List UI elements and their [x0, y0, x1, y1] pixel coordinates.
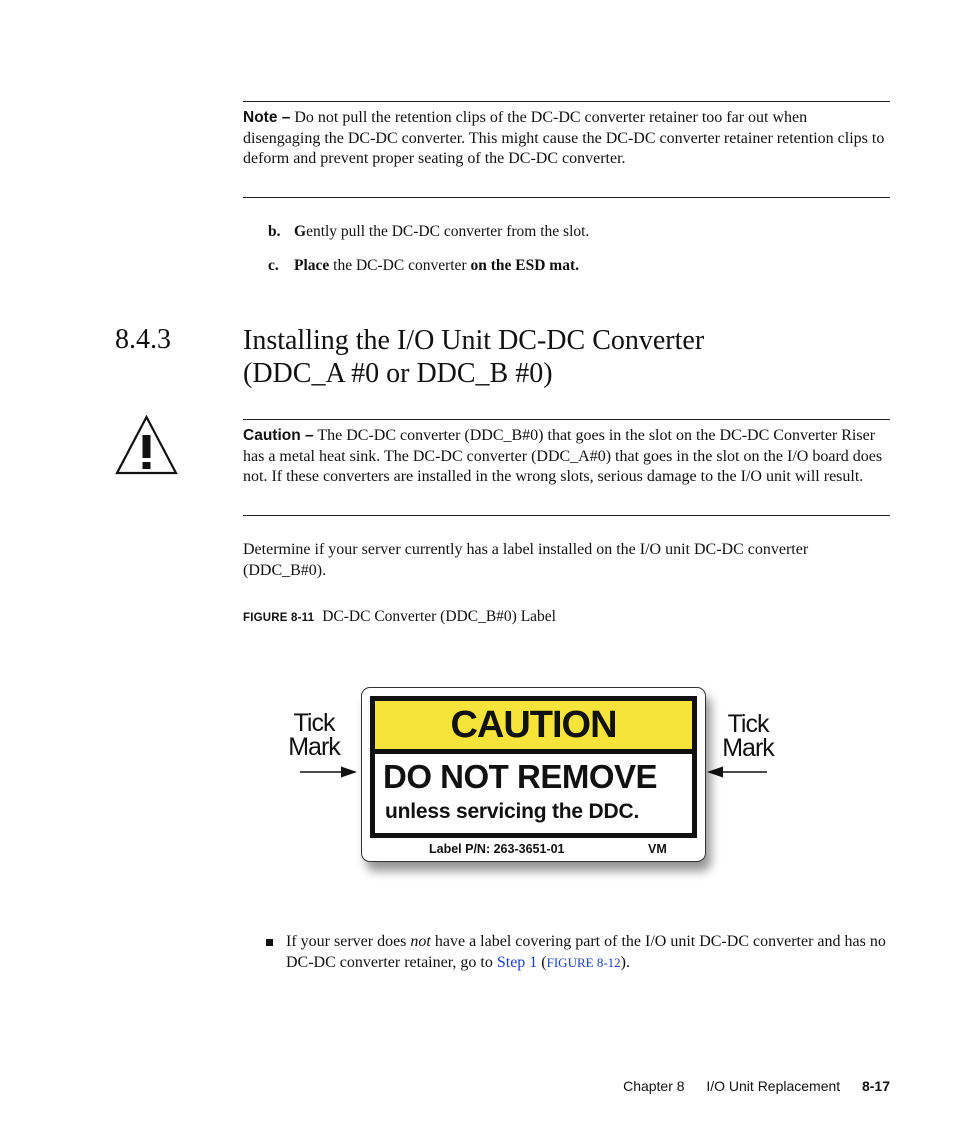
step-c-text: the DC-DC converter — [329, 257, 471, 274]
figure-ref-caps: FIGURE — [546, 954, 594, 970]
figure-8-12-link[interactable] — [547, 954, 621, 971]
tick-arrow-left — [300, 767, 357, 778]
sticker-frame — [370, 696, 697, 838]
figure-label: FIGURE 8-11 — [243, 612, 315, 624]
section-title — [243, 324, 883, 390]
caution-text: The DC-DC converter (DDC_B#0) that goes in the slot on the DC-DC Converter Riser has a metal heat sink. The DC-DC converter (DDC_A#0) that goes in the slot on the I/O board does not. If these converters are installed in the wrong slots, serious damage to the I/O unit will result. — [243, 427, 883, 485]
sticker-unless-text: unless servicing the DDC. — [385, 800, 640, 823]
tick-mark-right-label — [720, 712, 776, 760]
ddc-label-sticker — [361, 687, 706, 862]
footer-chapter: Chapter 8 — [623, 1078, 685, 1094]
tick-mark-left-label — [286, 711, 342, 759]
bullet-marker — [266, 939, 273, 946]
caution-top-rule — [243, 419, 890, 420]
step-1-link[interactable]: Step 1 — [496, 953, 538, 971]
note-top-rule — [243, 101, 890, 102]
tick-right-line2: Mark — [722, 734, 774, 762]
step-b-text: ently pull the DC-DC converter from the slot. — [306, 223, 590, 240]
sticker-caution-word: CAUTION — [450, 704, 617, 746]
sticker-caution-band — [375, 701, 692, 754]
bullet-item — [286, 932, 886, 973]
step-c — [268, 256, 888, 276]
sticker-part-number: Label P/N: 263-3651-01 — [429, 842, 565, 856]
bullet-text-before: If your server does — [286, 933, 411, 950]
section-title-line1: Installing the I/O Unit DC-DC Converter — [243, 325, 705, 356]
note-text: Do not pull the retention clips of the DC-DC converter retainer too far out when disengaging the DC-DC converter. This might cause the DC-DC converter retainer retention clips to deform and prevent proper seating of the DC-DC converter. — [243, 109, 885, 167]
step-c-bold-start: Place — [294, 257, 330, 274]
intro-paragraph: Determine if your server currently has a label installed on the I/O unit DC-DC converter (DDC_B#0). — [243, 541, 809, 579]
footer-title: I/O Unit Replacement — [706, 1078, 841, 1094]
sticker-do-not-remove: DO NOT REMOVE — [383, 758, 658, 795]
caution-block — [243, 426, 888, 488]
step-b — [268, 222, 888, 242]
step-b-bold: G — [294, 223, 307, 240]
bullet-text-after: have a label covering part of the I/O unit DC-DC converter and has no DC-DC converter retainer, go to — [286, 933, 886, 971]
bullet-italic: not — [410, 933, 431, 950]
note-block — [243, 108, 888, 170]
step-c-letter: c. — [268, 257, 279, 274]
figure-title: DC-DC Converter (DDC_B#0) Label — [322, 608, 556, 625]
caution-bottom-rule — [243, 515, 890, 516]
bullet-paren-close: ). — [620, 953, 630, 971]
figure-ref-num: 8-12 — [593, 954, 621, 970]
section-title-line2: (DDC_A #0 or DDC_B #0) — [243, 358, 553, 389]
step-c-bold-end: on the ESD mat. — [470, 257, 579, 274]
footer-page-number: 8-17 — [861, 1078, 890, 1094]
bullet-paren-open: ( — [537, 953, 547, 971]
figure-caption — [243, 608, 556, 626]
tick-left-line1: Tick — [293, 709, 335, 737]
warning-triangle-icon — [115, 415, 178, 475]
note-bottom-rule — [243, 197, 890, 198]
step-b-letter: b. — [268, 223, 281, 240]
sticker-vendor: VM — [648, 842, 667, 856]
tick-right-line1: Tick — [727, 710, 769, 738]
page-footer — [600, 1078, 890, 1094]
section-number: 8.4.3 — [115, 324, 171, 355]
tick-arrow-right — [707, 767, 767, 778]
note-label: Note – — [243, 109, 291, 126]
caution-label: Caution – — [243, 427, 314, 444]
tick-left-line2: Mark — [288, 733, 340, 761]
